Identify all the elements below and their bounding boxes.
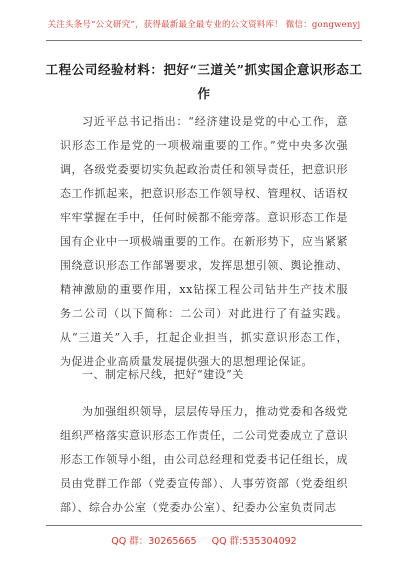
header-note: 关注头条号“公文研究”，获得最新最全最专业的公文资料库！ 微信：gongwenyj [47,20,361,30]
section-heading: 一、制定标尺线，把好“建设”关 [82,368,244,381]
document-title: 工程公司经验材料：把好“三道关”抓实国企意识形态工作 [45,62,363,101]
footer-contact [0,533,408,547]
footer-divider [46,525,362,526]
body-paragraph: 习近平总书记指出：“经济建设是党的中心工作，意识形态工作是党的一项极端重要的工作。”党中央多次强调，各级党委要切实负起政治责任和领导责任，把意识形态工作抓起来，把意识形态工作领导权、管理权、话语权牢牢掌握在手中，任何时候都不能旁落。意识形态工作是国有企业中一项极端重要的工作。在新形势下，应当紧紧围绕意识形态工作部署要求，发挥思想引领、舆论推动、精神激励的重要作用，xx钻探工程公司钻井生产技术服务二公司（以下简称：二公司）对此进行了有益实践。从“三道关”入手，扛起企业担当，抓实意识形态工作，为促进企业高质量发展提供强大的思想理论保证。 [60,115,348,368]
header-divider [46,40,362,41]
footer-qq-group-1: QQ 群：30265665 [111,536,197,547]
body-paragraph: 为加强组织领导，层层传导压力，推动党委和各级党组织严格落实意识形态工作责任，二公司党委成立了意识形态工作领导小组，由公司总经理和党委书记任组长，成员由党群工作部（党委宣传部）、人事劳资部（党委组织部）、综合办公室（党委办公室）、纪委办公室负责同志 [60,405,348,514]
footer-qq-group-2: QQ 群:535304092 [211,536,297,547]
